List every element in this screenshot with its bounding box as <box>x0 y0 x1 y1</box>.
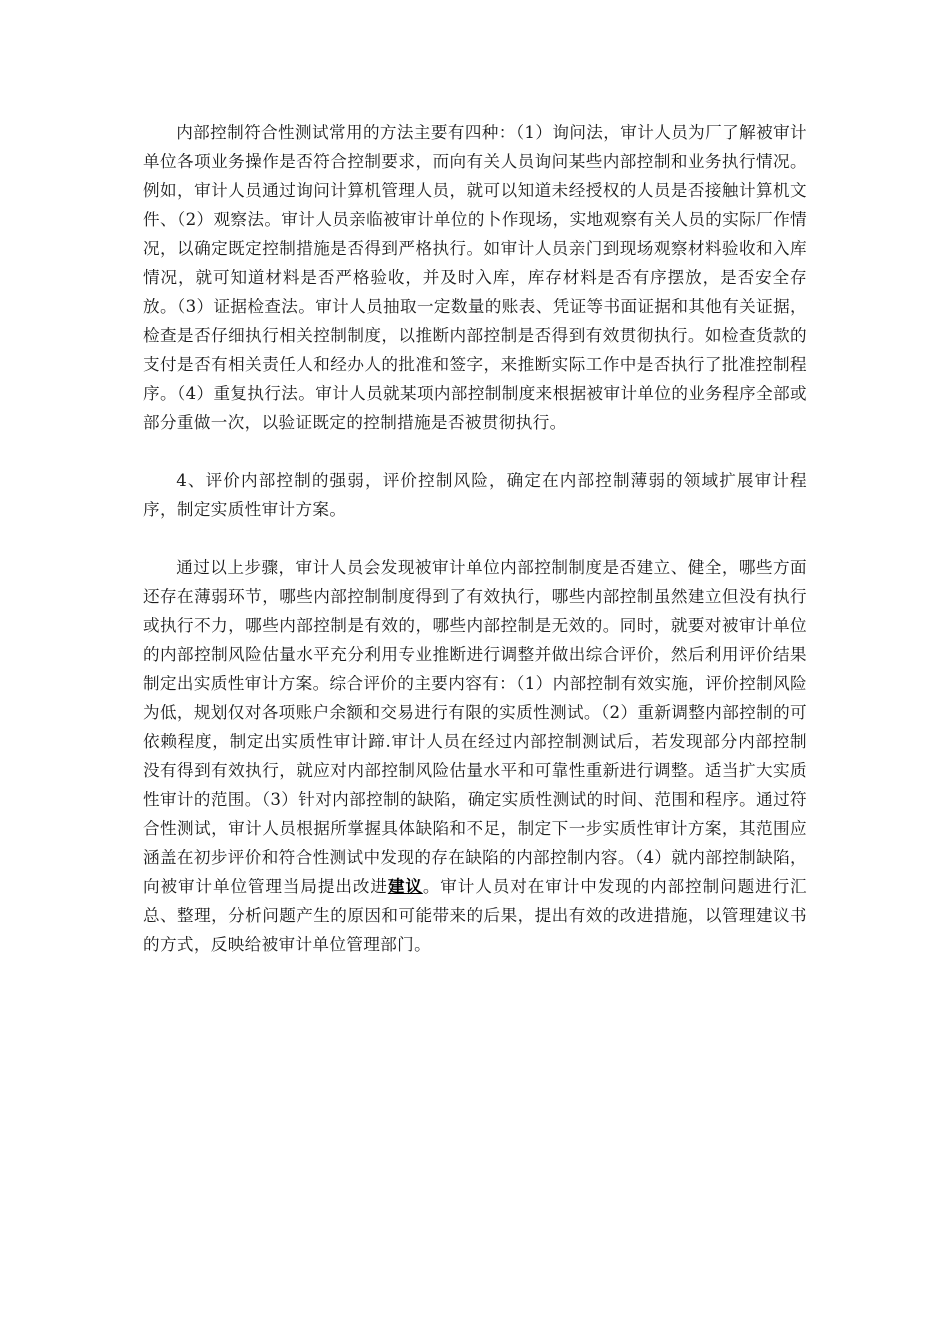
paragraph-audit-plan-text-after: 。审计人员对在审计中发现的内部控制问题进行汇总、整理，分析问题产生的原因和可能带来的后果，提出有效的改进措施，以管理建议书的方式，反映给被审计单位管理部门。 <box>143 877 807 954</box>
document-page <box>143 118 807 988</box>
paragraph-audit-plan-text-before: 通过以上步骤，审计人员会发现被审计单位内部控制制度是否建立、健全，哪些方面还存在薄弱环节，哪些内部控制制度得到了有效执行，哪些内部控制虽然建立但没有执行或执行不力，哪些内部控制是有效的，哪些内部控制是无效的。同时，就要对被审计单位的内部控制风险估量水平充分利用专业推断进行调整并做出综合评价，然后利用评价结果制定出实质性审计方案。综合评价的主要内容有：（1）内部控制有效实施，评价控制风险为低，规划仅对各项账户余额和交易进行有限的实质性测试。（2）重新调整内部控制的可依赖程度，制定出实质性审计蹄.审计人员在经过内部控制测试后，若发现部分内部控制没有得到有效执行，就应对内部控制风险估量水平和可靠性重新进行调整。适当扩大实质性审计的范围。（3）针对内部控制的缺陷，确定实质性测试的时间、范围和程序。通过符合性测试，审计人员根据所掌握具体缺陷和不足，制定下一步实质性审计方案，其范围应涵盖在初步评价和符合性测试中发现的存在缺陷的内部控制内容。（4）就内部控制缺陷，向被审计单位管理当局提出改进 <box>143 558 807 896</box>
paragraph-test-methods: 内部控制符合性测试常用的方法主要有四种：（1）询问法，审计人员为厂了解被审计单位各项业务操作是否符合控制要求，而向有关人员询问某些内部控制和业务执行情况。例如，审计人员通过询问计算机管理人员，就可以知道未经授权的人员是否接触计算机文件、（2）观察法。审计人员亲临被审计单位的卜作现场，实地观察有关人员的实际厂作情况，以确定既定控制措施是否得到严格执行。如审计人员亲门到现场观察材料验收和入库情况，就可知道材料是否严格验收，并及时入库，库存材料是否有序摆放，是否安全存放。（3）证据检查法。审计人员抽取一定数量的账表、凭证等书面证据和其他有关证据，检查是否仔细执行相关控制制度，以推断内部控制是否得到有效贯彻执行。如检查货款的支付是否有相关责任人和经办人的批准和签字，来推断实际工作中是否执行了批准控制程序。（4）重复执行法。审计人员就某项内部控制制度来根据被审计单位的业务程序全部或部分重做一次，以验证既定的控制措施是否被贯彻执行。 <box>143 123 807 432</box>
paragraph-evaluate-controls: 4、评价内部控制的强弱，评价控制风险，确定在内部控制薄弱的领域扩展审计程序，制定实质性审计方案。 <box>143 471 807 519</box>
suggestion-link[interactable]: 建议 <box>387 876 423 896</box>
paragraph-audit-plan <box>143 553 807 959</box>
